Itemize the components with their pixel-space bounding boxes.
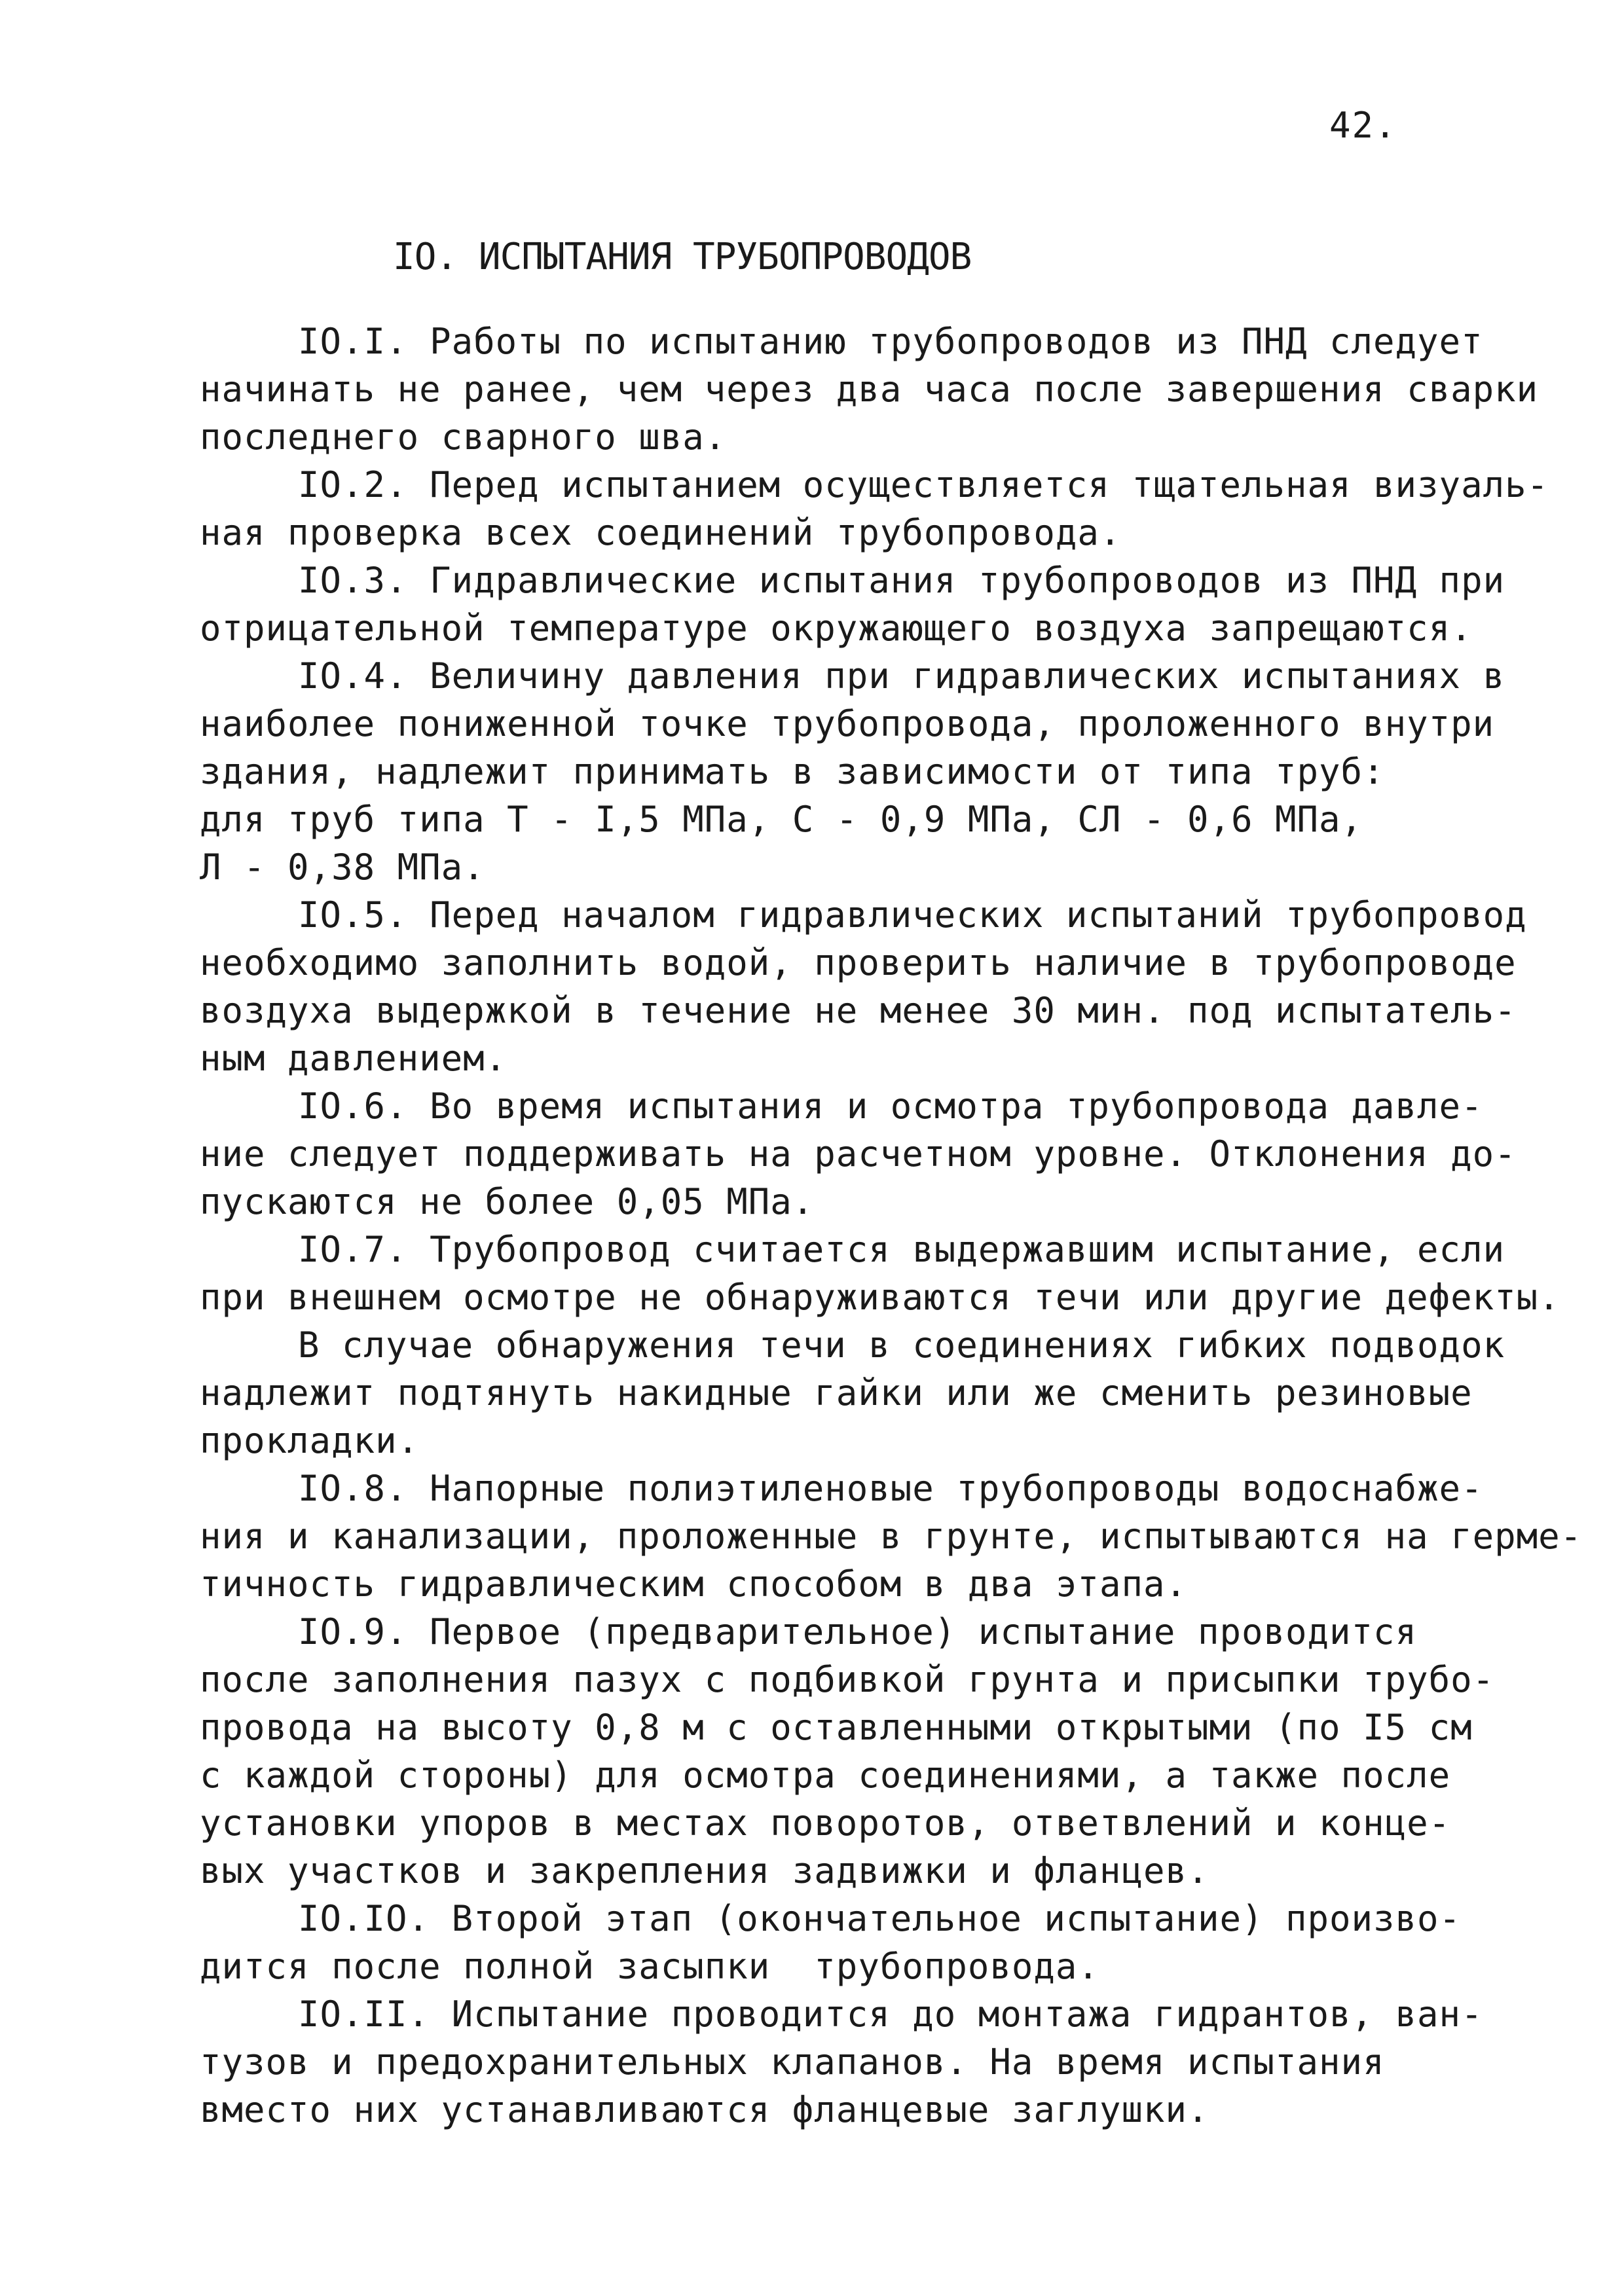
text-line: ным давлением. <box>200 1038 507 1079</box>
text-line: ние следует поддерживать на расчетном уровне. Отклонения до- <box>200 1133 1517 1175</box>
text-line: В случае обнаружения течи в соединениях гибких подводок <box>298 1324 1505 1366</box>
text-line: IO.5. Перед началом гидравлических испытаний трубопровод <box>298 894 1527 936</box>
text-line: необходимо заполнить водой, проверить наличие в трубопроводе <box>200 942 1517 983</box>
text-line: IO.4. Величину давления при гидравлических испытаниях в <box>298 655 1505 697</box>
text-line: тичность гидравлическим способом в два этапа. <box>200 1563 1187 1605</box>
text-line: IO.9. Первое (предварительное) испытание проводится <box>298 1611 1418 1652</box>
text-line: IO.2. Перед испытанием осуществляется тщательная визуаль- <box>298 464 1549 505</box>
text-line: вместо них устанавливаются фланцевые заглушки. <box>200 2089 1209 2130</box>
page-number: 42. <box>1329 105 1397 146</box>
section-heading: IO. ИСПЫТАНИЯ ТРУБОПРОВОДОВ <box>393 236 972 278</box>
text-line: надлежит подтянуть накидные гайки или же сменить резиновые <box>200 1372 1473 1413</box>
text-line: дится после полной засыпки трубопровода. <box>200 1946 1099 1987</box>
text-line: начинать не ранее, чем через два часа после завершения сварки <box>200 369 1539 410</box>
text-line: IO.I. Работы по испытанию трубопроводов из ПНД следует <box>298 321 1483 362</box>
text-line: при внешнем осмотре не обнаруживаются течи или другие дефекты. <box>200 1277 1560 1318</box>
text-line: ния и канализации, проложенные в грунте, испытываются на герме- <box>200 1516 1583 1557</box>
text-line: вых участков и закрепления задвижки и фланцев. <box>200 1850 1209 1891</box>
text-line: после заполнения пазух с подбивкой грунта и присыпки трубо- <box>200 1659 1495 1700</box>
text-line: IO.IO. Второй этап (окончательное испытание) произво- <box>298 1898 1462 1939</box>
text-line: IO.7. Трубопровод считается выдержавшим испытание, если <box>298 1229 1505 1270</box>
text-line: пускаются не более 0,05 МПа. <box>200 1181 815 1222</box>
text-line: воздуха выдержкой в течение не менее 30 мин. под испытатель- <box>200 990 1517 1031</box>
text-line: провода на высоту 0,8 м с оставленными открытыми (по I5 см <box>200 1707 1473 1748</box>
text-line: ная проверка всех соединений трубопровода. <box>200 512 1122 553</box>
text-line: установки упоров в местах поворотов, ответвлений и конце- <box>200 1802 1451 1844</box>
text-line: IO.8. Напорные полиэтиленовые трубопроводы водоснабже- <box>298 1468 1483 1509</box>
text-line: наиболее пониженной точке трубопровода, проложенного внутри <box>200 703 1495 744</box>
text-line: прокладки. <box>200 1420 420 1461</box>
text-line: IO.3. Гидравлические испытания трубопроводов из ПНД при <box>298 560 1505 601</box>
text-line: тузов и предохранительных клапанов. На время испытания <box>200 2041 1385 2083</box>
text-line: последнего сварного шва. <box>200 416 727 458</box>
text-line: для труб типа Т - I,5 МПа, С - 0,9 МПа, СЛ - 0,6 МПа, <box>200 799 1363 840</box>
text-line: IO.6. Во время испытания и осмотра трубопровода давле- <box>298 1085 1483 1127</box>
text-line: с каждой стороны) для осмотра соединениями, а также после <box>200 1755 1451 1796</box>
text-line: IO.II. Испытание проводится до монтажа гидрантов, ван- <box>298 1994 1483 2035</box>
text-line: Л - 0,38 МПа. <box>200 847 485 888</box>
text-line: отрицательной температуре окружающего воздуха запрещаются. <box>200 608 1473 649</box>
text-line: здания, надлежит принимать в зависимости от типа труб: <box>200 751 1385 792</box>
